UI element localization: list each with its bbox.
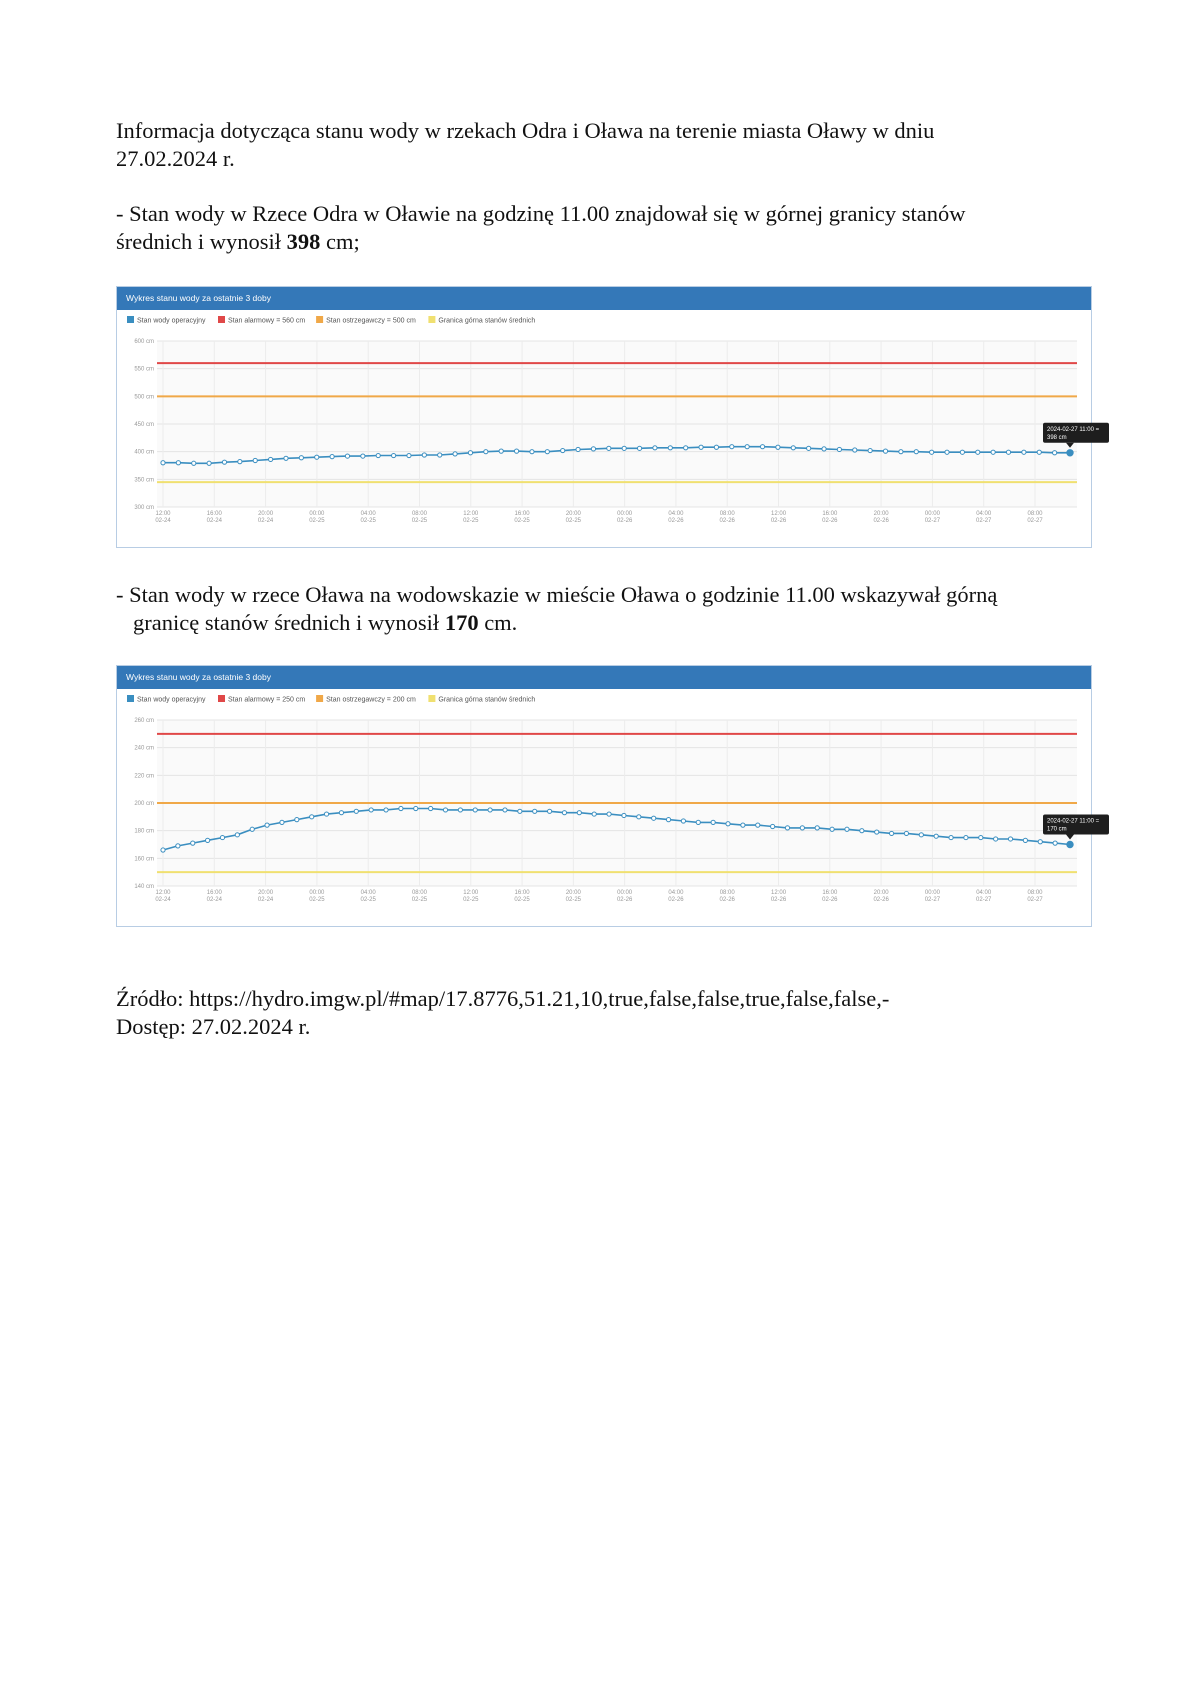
tooltip-date: 2024-02-27 11:00 =: [1047, 426, 1100, 433]
data-point: [875, 830, 879, 834]
data-point: [745, 445, 749, 449]
data-point: [807, 446, 811, 450]
intro-line-1: Informacja dotycząca stanu wody w rzekach Odra i Oława na terenie miasta Oławy w dniu: [116, 118, 935, 143]
x-tick-label: 20:00: [873, 511, 889, 517]
x-tick-date: 02-25: [463, 897, 479, 903]
data-point: [518, 809, 522, 813]
olawa-paragraph: [116, 581, 1106, 637]
odra-chart: [117, 310, 1100, 547]
x-tick-label: 12:00: [771, 511, 787, 517]
x-tick-label: 08:00: [719, 511, 735, 517]
x-tick-date: 02-26: [616, 897, 633, 903]
data-point: [207, 461, 211, 465]
data-point: [1067, 841, 1073, 847]
data-point: [422, 453, 426, 457]
data-point: [345, 454, 349, 458]
x-tick-label: 00:00: [309, 890, 325, 896]
data-point: [339, 811, 343, 815]
data-point: [964, 835, 968, 839]
data-point: [484, 450, 488, 454]
legend-label: Stan alarmowy = 560 cm: [228, 317, 306, 325]
x-tick-date: 02-26: [873, 897, 889, 903]
x-tick-date: 02-24: [155, 518, 171, 524]
data-point: [652, 816, 656, 820]
data-point: [235, 833, 239, 837]
source-link[interactable]: Źródło: https://hydro.imgw.pl/#map/17.8776,51.21,10,true,false,false,true,false,false,-: [116, 986, 890, 1011]
data-point: [1067, 450, 1073, 456]
x-tick-label: 12:00: [155, 890, 171, 896]
data-point: [592, 812, 596, 816]
y-tick-label: 600 cm: [134, 339, 154, 345]
data-point: [238, 460, 242, 464]
data-point: [1008, 837, 1012, 841]
olawa-chart-panel: [116, 665, 1100, 927]
source-block: [116, 985, 1106, 1041]
odra-chart-title: Wykres stanu wody za ostatnie 3 doby: [117, 287, 1091, 310]
data-point: [771, 824, 775, 828]
y-tick-label: 200 cm: [134, 801, 154, 807]
x-tick-date: 02-24: [257, 897, 274, 903]
data-point: [222, 460, 226, 464]
data-point: [622, 446, 626, 450]
data-point: [822, 447, 826, 451]
x-tick-date: 02-24: [257, 518, 274, 524]
x-tick-date: 02-27: [1027, 518, 1043, 524]
data-point: [889, 831, 893, 835]
data-point: [1053, 841, 1057, 845]
data-point: [949, 835, 953, 839]
access-date: Dostęp: 27.02.2024 r.: [116, 1014, 311, 1039]
y-tick-label: 220 cm: [134, 773, 154, 780]
y-tick-label: 550 cm: [134, 366, 154, 373]
data-point: [176, 461, 180, 465]
data-point: [899, 450, 903, 454]
data-point: [760, 445, 764, 449]
olawa-chart: [117, 689, 1100, 926]
data-point: [399, 806, 403, 810]
data-point: [354, 809, 358, 813]
x-tick-label: 16:00: [822, 890, 838, 896]
data-point: [269, 457, 273, 461]
data-point: [1006, 450, 1010, 454]
odra-line-2: [116, 228, 1106, 256]
data-point: [845, 827, 849, 831]
intro-paragraph: [116, 117, 1106, 173]
legend-label: Stan ostrzegawczy = 500 cm: [326, 317, 416, 325]
legend-label: Stan alarmowy = 250 cm: [228, 696, 306, 704]
x-tick-date: 02-25: [565, 897, 582, 903]
x-tick-date: 02-25: [309, 897, 325, 903]
x-tick-date: 02-26: [822, 897, 838, 903]
legend-swatch: [218, 695, 225, 702]
x-tick-label: 04:00: [668, 890, 684, 896]
x-tick-label: 04:00: [360, 511, 376, 517]
data-point: [530, 450, 534, 454]
data-point: [1022, 450, 1026, 454]
data-point: [815, 826, 819, 830]
data-point: [315, 455, 319, 459]
tooltip-value: 398 cm: [1047, 434, 1067, 441]
data-point: [438, 453, 442, 457]
data-point: [756, 823, 760, 827]
legend-label: Granica górna stanów średnich: [438, 696, 536, 704]
data-point: [945, 450, 949, 454]
x-tick-label: 16:00: [514, 511, 530, 517]
data-point: [830, 827, 834, 831]
data-point: [726, 822, 730, 826]
data-point: [220, 835, 224, 839]
data-point: [369, 808, 373, 812]
x-tick-label: 08:00: [1027, 890, 1043, 896]
x-tick-label: 04:00: [360, 890, 376, 896]
data-point: [904, 831, 908, 835]
odra-chart-panel: [116, 286, 1100, 548]
legend-label: Stan wody operacyjny: [137, 317, 206, 325]
tooltip-date: 2024-02-27 11:00 =: [1047, 818, 1100, 825]
legend-label: Granica górna stanów średnich: [438, 317, 536, 325]
intro-line-2: 27.02.2024 r.: [116, 146, 235, 171]
data-point: [499, 449, 503, 453]
olawa-line-2-post: cm.: [478, 610, 518, 635]
data-point: [914, 450, 918, 454]
data-point: [883, 449, 887, 453]
x-tick-date: 02-27: [924, 897, 941, 903]
data-point: [576, 447, 580, 451]
data-point: [668, 446, 672, 450]
data-point: [376, 453, 380, 457]
data-point: [637, 446, 641, 450]
x-tick-date: 02-24: [206, 897, 222, 903]
x-tick-label: 16:00: [514, 890, 530, 896]
data-point: [361, 454, 365, 458]
data-point: [860, 829, 864, 833]
x-tick-label: 20:00: [565, 511, 581, 517]
x-tick-date: 02-26: [770, 897, 787, 903]
data-point: [622, 813, 626, 817]
x-tick-label: 20:00: [258, 890, 274, 896]
legend-swatch: [316, 316, 323, 323]
odra-line-2-post: cm;: [320, 229, 360, 254]
olawa-chart-title: Wykres stanu wody za ostatnie 3 doby: [117, 666, 1091, 689]
x-tick-label: 08:00: [719, 890, 735, 896]
data-point: [1037, 450, 1041, 454]
data-point: [295, 818, 299, 822]
data-point: [324, 812, 328, 816]
x-tick-date: 02-24: [206, 518, 222, 524]
data-point: [443, 808, 447, 812]
x-tick-date: 02-25: [309, 518, 325, 524]
x-tick-date: 02-26: [616, 518, 633, 524]
x-tick-date: 02-27: [1027, 897, 1043, 903]
data-point: [503, 808, 507, 812]
x-tick-date: 02-25: [514, 897, 530, 903]
legend-label: Stan wody operacyjny: [137, 696, 206, 704]
y-tick-label: 180 cm: [134, 828, 154, 835]
data-point: [473, 808, 477, 812]
data-point: [458, 808, 462, 812]
x-tick-date: 02-25: [360, 518, 376, 524]
data-point: [1023, 838, 1027, 842]
data-point: [637, 815, 641, 819]
x-tick-date: 02-26: [719, 518, 735, 524]
x-tick-label: 16:00: [822, 511, 838, 517]
data-point: [161, 461, 165, 465]
data-point: [407, 453, 411, 457]
x-tick-date: 02-26: [873, 518, 889, 524]
x-tick-label: 00:00: [309, 511, 325, 517]
x-tick-date: 02-27: [924, 518, 941, 524]
data-point: [934, 834, 938, 838]
data-point: [577, 811, 581, 815]
x-tick-label: 04:00: [668, 511, 684, 517]
data-point: [330, 455, 334, 459]
data-point: [414, 806, 418, 810]
data-point: [696, 820, 700, 824]
data-point: [607, 812, 611, 816]
x-tick-label: 08:00: [411, 511, 427, 517]
data-point: [161, 848, 165, 852]
x-tick-date: 02-27: [976, 897, 992, 903]
data-point: [191, 841, 195, 845]
odra-value: 398: [286, 229, 321, 254]
legend-swatch: [218, 316, 225, 323]
data-point: [730, 445, 734, 449]
data-point: [699, 445, 703, 449]
data-point: [991, 450, 995, 454]
olawa-line-2-pre: granicę stanów średnich i wynosił: [133, 610, 445, 635]
y-tick-label: 160 cm: [134, 856, 154, 863]
data-point: [791, 446, 795, 450]
x-tick-date: 02-26: [770, 518, 787, 524]
x-tick-label: 20:00: [873, 890, 889, 896]
data-point: [562, 811, 566, 815]
data-point: [514, 449, 518, 453]
data-point: [545, 450, 549, 454]
data-point: [714, 445, 718, 449]
data-point: [206, 838, 210, 842]
x-tick-date: 02-24: [155, 897, 171, 903]
x-tick-label: 00:00: [924, 511, 940, 517]
data-point: [868, 448, 872, 452]
data-point: [919, 833, 923, 837]
olawa-line-2: [116, 609, 1106, 637]
data-point: [684, 446, 688, 450]
legend-swatch: [127, 316, 134, 323]
x-tick-date: 02-25: [514, 518, 530, 524]
x-tick-date: 02-25: [411, 897, 428, 903]
data-point: [837, 447, 841, 451]
data-point: [1038, 840, 1042, 844]
data-point: [785, 826, 789, 830]
data-point: [176, 844, 180, 848]
data-point: [265, 823, 269, 827]
data-point: [853, 448, 857, 452]
data-point: [310, 815, 314, 819]
data-point: [994, 837, 998, 841]
x-tick-date: 02-25: [463, 518, 479, 524]
x-tick-label: 12:00: [463, 890, 479, 896]
data-point: [488, 808, 492, 812]
x-tick-label: 20:00: [565, 890, 581, 896]
data-point: [299, 456, 303, 460]
x-tick-date: 02-27: [976, 518, 992, 524]
odra-paragraph: [116, 200, 1106, 256]
data-point: [776, 445, 780, 449]
tooltip-value: 170 cm: [1047, 826, 1067, 833]
x-tick-date: 02-25: [360, 897, 376, 903]
y-tick-label: 260 cm: [134, 718, 154, 724]
x-tick-label: 12:00: [155, 511, 171, 517]
y-tick-label: 140 cm: [134, 884, 154, 890]
x-tick-date: 02-25: [411, 518, 428, 524]
x-tick-date: 02-26: [822, 518, 838, 524]
data-point: [250, 827, 254, 831]
x-tick-label: 08:00: [1027, 511, 1043, 517]
y-tick-label: 400 cm: [134, 449, 154, 456]
data-point: [800, 826, 804, 830]
x-tick-label: 04:00: [976, 511, 992, 517]
x-tick-date: 02-26: [719, 897, 735, 903]
data-point: [561, 448, 565, 452]
x-tick-label: 20:00: [258, 511, 274, 517]
data-point: [1053, 451, 1057, 455]
data-point: [533, 809, 537, 813]
data-point: [391, 453, 395, 457]
y-tick-label: 240 cm: [134, 745, 154, 752]
data-point: [653, 446, 657, 450]
odra-line-1: - Stan wody w Rzece Odra w Oławie na godzinę 11.00 znajdował się w górnej granicy stanów: [116, 201, 966, 226]
x-tick-date: 02-26: [668, 518, 684, 524]
data-point: [960, 450, 964, 454]
x-tick-date: 02-25: [565, 518, 582, 524]
x-tick-label: 04:00: [976, 890, 992, 896]
data-point: [284, 456, 288, 460]
data-point: [280, 820, 284, 824]
x-tick-label: 08:00: [411, 890, 427, 896]
data-point: [930, 450, 934, 454]
data-point: [979, 835, 983, 839]
legend-swatch: [428, 695, 435, 702]
y-tick-label: 500 cm: [134, 394, 154, 401]
data-point: [591, 447, 595, 451]
data-point: [607, 446, 611, 450]
data-point: [253, 458, 257, 462]
legend-swatch: [428, 316, 435, 323]
data-point: [666, 818, 670, 822]
x-tick-label: 00:00: [617, 511, 633, 517]
olawa-value: 170: [444, 610, 479, 635]
y-tick-label: 300 cm: [134, 505, 154, 511]
legend-swatch: [316, 695, 323, 702]
data-point: [384, 808, 388, 812]
legend-swatch: [127, 695, 134, 702]
x-tick-label: 16:00: [206, 890, 222, 896]
data-point: [711, 820, 715, 824]
data-point: [192, 461, 196, 465]
data-point: [468, 451, 472, 455]
olawa-line-1: - Stan wody w rzece Oława na wodowskazie w mieście Oława o godzinie 11.00 wskazywał górną: [116, 582, 998, 607]
y-tick-label: 350 cm: [134, 477, 154, 484]
data-point: [429, 806, 433, 810]
x-tick-date: 02-26: [668, 897, 684, 903]
x-tick-label: 12:00: [771, 890, 787, 896]
data-point: [547, 809, 551, 813]
x-tick-label: 00:00: [924, 890, 940, 896]
odra-line-2-pre: średnich i wynosił: [116, 229, 287, 254]
data-point: [681, 819, 685, 823]
data-point: [976, 450, 980, 454]
x-tick-label: 00:00: [617, 890, 633, 896]
data-point: [741, 823, 745, 827]
data-point: [453, 452, 457, 456]
x-tick-label: 16:00: [206, 511, 222, 517]
x-tick-label: 12:00: [463, 511, 479, 517]
y-tick-label: 450 cm: [134, 422, 154, 428]
legend-label: Stan ostrzegawczy = 200 cm: [326, 696, 416, 704]
